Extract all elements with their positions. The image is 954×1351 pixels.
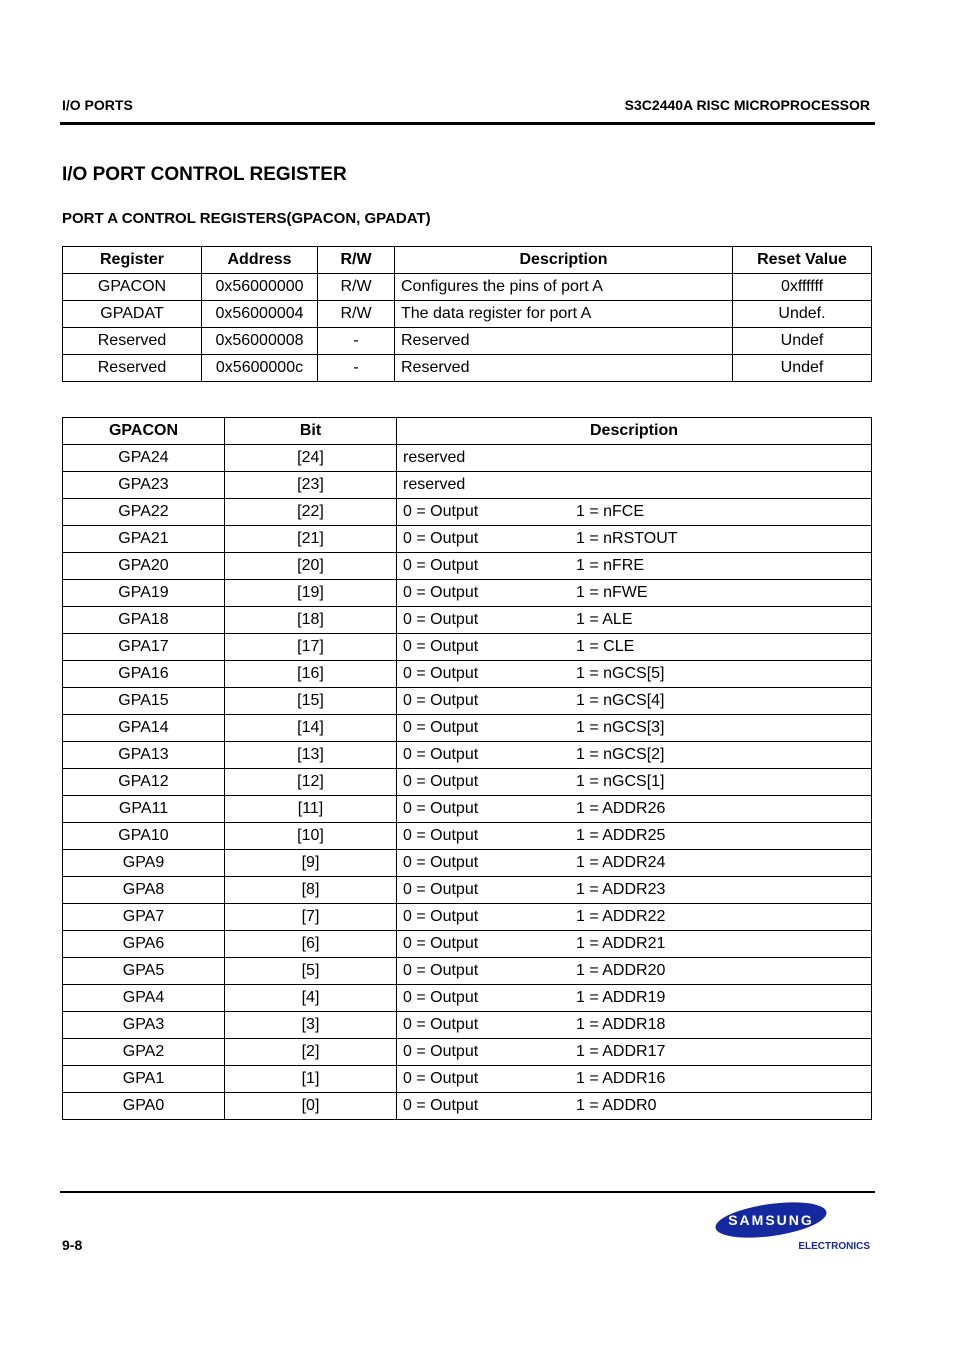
cell-description: Reserved xyxy=(395,328,733,355)
option-0-text: 0 = Output xyxy=(403,989,479,1006)
table-row xyxy=(63,634,872,661)
cell-pin-name: GPA9 xyxy=(63,850,225,877)
cell-bit-description xyxy=(397,742,872,769)
cell-pin-name: GPA22 xyxy=(63,499,225,526)
option-0-text: 0 = Output xyxy=(403,1070,479,1087)
cell-pin-name: GPA16 xyxy=(63,661,225,688)
cell-bit-description xyxy=(397,877,872,904)
cell-reset-value: 0xffffff xyxy=(733,274,872,301)
cell-bit: [2] xyxy=(225,1039,397,1066)
option-0-text: 0 = Output xyxy=(403,557,479,574)
cell-pin-name: GPA13 xyxy=(63,742,225,769)
cell-address: 0x5600000c xyxy=(202,355,318,382)
option-0-text: 0 = Output xyxy=(403,854,479,871)
cell-bit: [3] xyxy=(225,1012,397,1039)
cell-bit: [9] xyxy=(225,850,397,877)
cell-bit: [8] xyxy=(225,877,397,904)
option-0-text: 0 = Output xyxy=(403,611,479,628)
cell-register: GPACON xyxy=(63,274,202,301)
cell-bit-description xyxy=(397,661,872,688)
option-0-text: 0 = Output xyxy=(403,1043,479,1060)
cell-pin-name: GPA1 xyxy=(63,1066,225,1093)
cell-bit-description xyxy=(397,1093,872,1120)
option-0-text: reserved xyxy=(403,449,466,466)
section-subtitle: PORT A CONTROL REGISTERS(GPACON, GPADAT) xyxy=(62,210,431,227)
option-1-text: 1 = ADDR19 xyxy=(576,989,666,1006)
option-1-text: 1 = ADDR25 xyxy=(576,827,666,844)
footer-rule xyxy=(60,1191,875,1193)
cell-bit-description xyxy=(397,445,872,472)
cell-bit-description xyxy=(397,715,872,742)
cell-bit-description xyxy=(397,904,872,931)
option-0-text: 0 = Output xyxy=(403,746,479,763)
option-0-text: 0 = Output xyxy=(403,773,479,790)
cell-bit-description xyxy=(397,958,872,985)
cell-bit: [12] xyxy=(225,769,397,796)
cell-register: Reserved xyxy=(63,355,202,382)
cell-rw: R/W xyxy=(318,274,395,301)
cell-pin-name: GPA11 xyxy=(63,796,225,823)
table-row xyxy=(63,985,872,1012)
cell-register: GPADAT xyxy=(63,301,202,328)
logo-brand-text: SAMSUNG xyxy=(728,1212,814,1228)
table-row xyxy=(63,1066,872,1093)
option-1-text: 1 = nFCE xyxy=(576,503,645,520)
option-0-text: 0 = Output xyxy=(403,665,479,682)
cell-bit-description xyxy=(397,634,872,661)
option-1-text: 1 = ADDR20 xyxy=(576,962,666,979)
cell-rw: R/W xyxy=(318,301,395,328)
option-1-text: 1 = nGCS[5] xyxy=(576,665,665,682)
option-1-text: 1 = ADDR18 xyxy=(576,1016,666,1033)
option-1-text: 1 = nGCS[2] xyxy=(576,746,665,763)
register-table xyxy=(62,246,872,382)
logo-sub-text: ELECTRONICS xyxy=(798,1241,870,1252)
table-row xyxy=(63,274,872,301)
cell-bit-description xyxy=(397,769,872,796)
table-row xyxy=(63,796,872,823)
table-row xyxy=(63,850,872,877)
cell-bit: [11] xyxy=(225,796,397,823)
header-product: S3C2440A RISC MICROPROCESSOR xyxy=(624,97,870,113)
cell-bit-description xyxy=(397,607,872,634)
cell-bit: [13] xyxy=(225,742,397,769)
cell-bit-description xyxy=(397,580,872,607)
option-1-text: 1 = ADDR16 xyxy=(576,1070,666,1087)
table-row xyxy=(63,877,872,904)
cell-bit-description xyxy=(397,499,872,526)
table-row xyxy=(63,580,872,607)
option-0-text: 0 = Output xyxy=(403,827,479,844)
option-1-text: 1 = ALE xyxy=(576,611,633,628)
cell-bit: [10] xyxy=(225,823,397,850)
option-1-text: 1 = ADDR22 xyxy=(576,908,666,925)
cell-pin-name: GPA10 xyxy=(63,823,225,850)
cell-pin-name: GPA5 xyxy=(63,958,225,985)
table-row xyxy=(63,1093,872,1120)
cell-pin-name: GPA15 xyxy=(63,688,225,715)
table-row xyxy=(63,355,872,382)
option-0-text: 0 = Output xyxy=(403,530,479,547)
table-row xyxy=(63,1039,872,1066)
cell-pin-name: GPA14 xyxy=(63,715,225,742)
page-title: I/O PORT CONTROL REGISTER xyxy=(62,164,347,185)
col-address: Address xyxy=(202,247,318,274)
cell-bit-description xyxy=(397,1012,872,1039)
cell-reset-value: Undef xyxy=(733,355,872,382)
cell-bit-description xyxy=(397,688,872,715)
cell-pin-name: GPA24 xyxy=(63,445,225,472)
cell-pin-name: GPA18 xyxy=(63,607,225,634)
cell-bit: [5] xyxy=(225,958,397,985)
cell-bit: [16] xyxy=(225,661,397,688)
cell-pin-name: GPA23 xyxy=(63,472,225,499)
cell-rw: - xyxy=(318,328,395,355)
cell-address: 0x56000000 xyxy=(202,274,318,301)
bit-table-header xyxy=(63,418,872,445)
cell-bit: [15] xyxy=(225,688,397,715)
cell-pin-name: GPA12 xyxy=(63,769,225,796)
cell-pin-name: GPA7 xyxy=(63,904,225,931)
table-row xyxy=(63,931,872,958)
cell-description: The data register for port A xyxy=(395,301,733,328)
option-1-text: 1 = nFRE xyxy=(576,557,645,574)
cell-bit-description xyxy=(397,526,872,553)
table-row xyxy=(63,904,872,931)
cell-bit: [14] xyxy=(225,715,397,742)
cell-bit-description xyxy=(397,850,872,877)
cell-pin-name: GPA21 xyxy=(63,526,225,553)
option-1-text: 1 = nRSTOUT xyxy=(576,530,678,547)
cell-pin-name: GPA8 xyxy=(63,877,225,904)
table-row xyxy=(63,823,872,850)
option-0-text: 0 = Output xyxy=(403,638,479,655)
table-row xyxy=(63,445,872,472)
cell-address: 0x56000004 xyxy=(202,301,318,328)
cell-description: Reserved xyxy=(395,355,733,382)
cell-address: 0x56000008 xyxy=(202,328,318,355)
table-row xyxy=(63,769,872,796)
table-row xyxy=(63,301,872,328)
option-0-text: 0 = Output xyxy=(403,584,479,601)
table-row xyxy=(63,715,872,742)
cell-rw: - xyxy=(318,355,395,382)
option-0-text: 0 = Output xyxy=(403,935,479,952)
register-table-header xyxy=(63,247,872,274)
option-1-text: 1 = CLE xyxy=(576,638,635,655)
option-1-text: 1 = ADDR24 xyxy=(576,854,666,871)
table-row xyxy=(63,553,872,580)
col-description: Description xyxy=(395,247,733,274)
option-1-text: 1 = ADDR26 xyxy=(576,800,666,817)
samsung-logo xyxy=(714,1200,874,1256)
cell-reset-value: Undef xyxy=(733,328,872,355)
col-bit-description: Description xyxy=(397,418,872,445)
cell-pin-name: GPA3 xyxy=(63,1012,225,1039)
cell-bit: [7] xyxy=(225,904,397,931)
option-1-text: 1 = nGCS[4] xyxy=(576,692,665,709)
option-0-text: 0 = Output xyxy=(403,962,479,979)
cell-bit: [18] xyxy=(225,607,397,634)
option-1-text: 1 = ADDR23 xyxy=(576,881,666,898)
header-section: I/O PORTS xyxy=(62,97,133,113)
table-row xyxy=(63,499,872,526)
gpacon-bit-table xyxy=(62,417,872,1120)
page-number: 9-8 xyxy=(62,1237,83,1253)
table-row xyxy=(63,958,872,985)
samsung-logo-icon xyxy=(714,1200,874,1256)
cell-bit: [19] xyxy=(225,580,397,607)
cell-bit-description xyxy=(397,472,872,499)
cell-description: Configures the pins of port A xyxy=(395,274,733,301)
cell-register: Reserved xyxy=(63,328,202,355)
option-0-text: 0 = Output xyxy=(403,881,479,898)
table-row xyxy=(63,526,872,553)
cell-pin-name: GPA20 xyxy=(63,553,225,580)
option-0-text: 0 = Output xyxy=(403,1016,479,1033)
cell-bit: [0] xyxy=(225,1093,397,1120)
option-0-text: 0 = Output xyxy=(403,1097,479,1114)
option-1-text: 1 = ADDR21 xyxy=(576,935,666,952)
table-row xyxy=(63,742,872,769)
option-0-text: 0 = Output xyxy=(403,719,479,736)
col-gpacon: GPACON xyxy=(63,418,225,445)
option-0-text: 0 = Output xyxy=(403,800,479,817)
cell-bit: [24] xyxy=(225,445,397,472)
cell-bit: [20] xyxy=(225,553,397,580)
col-reset-value: Reset Value xyxy=(733,247,872,274)
cell-bit-description xyxy=(397,1066,872,1093)
table-row xyxy=(63,328,872,355)
cell-bit-description xyxy=(397,985,872,1012)
table-row xyxy=(63,1012,872,1039)
cell-pin-name: GPA17 xyxy=(63,634,225,661)
cell-bit-description xyxy=(397,931,872,958)
option-1-text: 1 = nGCS[3] xyxy=(576,719,665,736)
option-0-text: 0 = Output xyxy=(403,908,479,925)
col-bit: Bit xyxy=(225,418,397,445)
cell-bit: [1] xyxy=(225,1066,397,1093)
header-rule xyxy=(60,122,875,125)
cell-bit: [17] xyxy=(225,634,397,661)
cell-pin-name: GPA4 xyxy=(63,985,225,1012)
col-rw: R/W xyxy=(318,247,395,274)
option-0-text: 0 = Output xyxy=(403,692,479,709)
option-0-text: reserved xyxy=(403,476,466,493)
cell-bit: [23] xyxy=(225,472,397,499)
cell-pin-name: GPA0 xyxy=(63,1093,225,1120)
cell-bit: [6] xyxy=(225,931,397,958)
cell-bit: [21] xyxy=(225,526,397,553)
option-1-text: 1 = ADDR17 xyxy=(576,1043,666,1060)
cell-reset-value: Undef. xyxy=(733,301,872,328)
cell-bit-description xyxy=(397,553,872,580)
cell-bit: [4] xyxy=(225,985,397,1012)
cell-pin-name: GPA19 xyxy=(63,580,225,607)
cell-pin-name: GPA2 xyxy=(63,1039,225,1066)
table-row xyxy=(63,607,872,634)
option-0-text: 0 = Output xyxy=(403,503,479,520)
cell-bit: [22] xyxy=(225,499,397,526)
table-row xyxy=(63,661,872,688)
cell-pin-name: GPA6 xyxy=(63,931,225,958)
cell-bit-description xyxy=(397,1039,872,1066)
option-1-text: 1 = ADDR0 xyxy=(576,1097,657,1114)
cell-bit-description xyxy=(397,796,872,823)
col-register: Register xyxy=(63,247,202,274)
cell-bit-description xyxy=(397,823,872,850)
table-row xyxy=(63,472,872,499)
option-1-text: 1 = nFWE xyxy=(576,584,648,601)
option-1-text: 1 = nGCS[1] xyxy=(576,773,665,790)
table-row xyxy=(63,688,872,715)
